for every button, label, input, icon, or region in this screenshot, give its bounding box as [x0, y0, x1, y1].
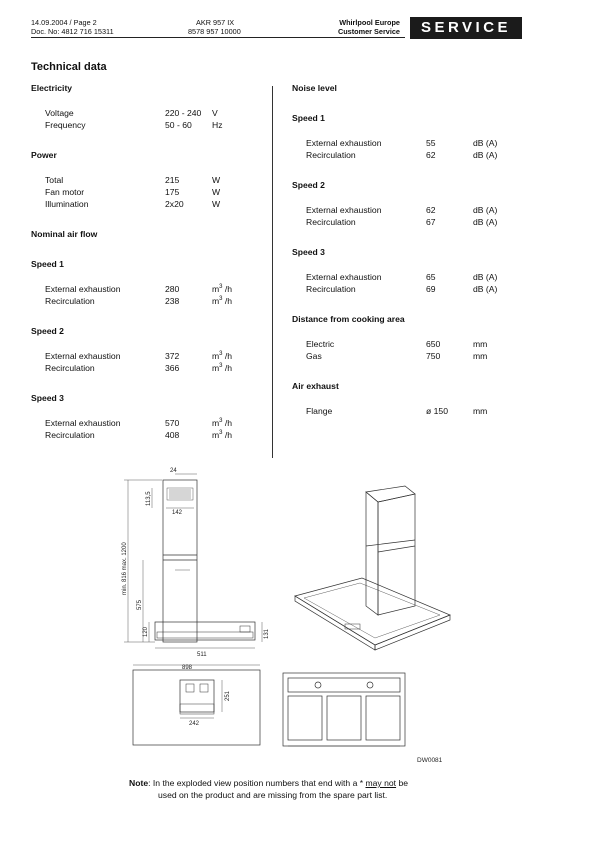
spec-label: External exhaustion: [306, 205, 382, 215]
spec-value: 650: [426, 339, 441, 349]
spec-label: Recirculation: [45, 296, 95, 306]
dim-label: 251: [225, 690, 231, 701]
speed-heading: Speed 3: [31, 393, 64, 403]
spec-value: 408: [165, 430, 180, 440]
spec-value: 372: [165, 351, 180, 361]
spec-label: External exhaustion: [45, 284, 121, 294]
spec-label: Fan motor: [45, 187, 85, 197]
header-date-page: 14.09.2004 / Page 2: [31, 18, 97, 27]
power-heading: Power: [31, 150, 57, 160]
speed-heading: Speed 1: [31, 259, 64, 269]
spec-value: 65: [426, 272, 436, 282]
noise-level-heading: Noise level: [292, 83, 337, 93]
nominal-air-flow-heading: Nominal air flow: [31, 229, 98, 239]
top-view-drawing: [133, 665, 260, 745]
spec-unit: dB (A): [473, 150, 498, 160]
spec-value: 50 - 60: [165, 120, 192, 130]
spec-label: Electric: [306, 339, 335, 349]
spec-unit: W: [212, 199, 221, 209]
distance-heading: Distance from cooking area: [292, 314, 405, 324]
spec-unit: $m^3$ /h: [212, 284, 233, 294]
spec-label: Recirculation: [45, 363, 95, 373]
perspective-view-drawing: [295, 486, 450, 650]
header-rule: [31, 37, 405, 38]
spec-unit: $m^3$ /h: [212, 418, 233, 428]
spec-label: External exhaustion: [306, 272, 382, 282]
spec-value: 220 - 240: [165, 108, 202, 118]
spec-unit: mm: [473, 339, 488, 349]
speed-heading: Speed 2: [292, 180, 325, 190]
dim-label: 242: [189, 721, 200, 727]
spec-unit: W: [212, 187, 221, 197]
side-view-drawing: [124, 474, 262, 648]
spec-value: 67: [426, 217, 436, 227]
spec-value: 62: [426, 150, 436, 160]
spec-unit: V: [212, 108, 218, 118]
service-badge: SERVICE: [410, 17, 522, 39]
dim-label: min. 816 max. 1200: [122, 542, 128, 595]
speed-heading: Speed 2: [31, 326, 64, 336]
electricity-heading: Electricity: [31, 83, 73, 93]
spec-unit: dB (A): [473, 272, 498, 282]
header-doc-no: Doc. No: 4812 716 15311: [31, 27, 114, 36]
header-code: 8578 957 10000: [188, 27, 241, 36]
spec-label: Recirculation: [306, 150, 356, 160]
dim-label: 120: [143, 626, 149, 637]
spec-label: Frequency: [45, 120, 86, 130]
header-model: AKR 957 IX: [196, 18, 235, 27]
technical-drawing: [0, 460, 595, 780]
spec-value: 750: [426, 351, 441, 361]
spec-unit: $m^3$ /h: [212, 351, 233, 361]
spec-value: 55: [426, 138, 436, 148]
spec-label: Recirculation: [306, 284, 356, 294]
dim-label: 142: [172, 510, 183, 516]
spec-value: ø 150: [426, 406, 448, 416]
dim-label: 131: [264, 628, 270, 639]
dim-label: 24: [170, 468, 177, 474]
spec-label: Illumination: [45, 199, 89, 209]
spec-label: Flange: [306, 406, 333, 416]
spec-value: 570: [165, 418, 180, 428]
spec-unit: dB (A): [473, 284, 498, 294]
spec-label: Total: [45, 175, 64, 185]
spec-unit: $m^3$ /h: [212, 296, 233, 306]
header-dept: Customer Service: [337, 27, 400, 36]
spec-label: External exhaustion: [306, 138, 382, 148]
spec-label: Recirculation: [306, 217, 356, 227]
speed-heading: Speed 1: [292, 113, 325, 123]
note-line-1: Note: In the exploded view position numbers that end with a * may not be: [129, 778, 409, 788]
dim-label: 575: [137, 599, 143, 610]
spec-value: 280: [165, 284, 180, 294]
spec-unit: dB (A): [473, 217, 498, 227]
spec-label: External exhaustion: [45, 351, 121, 361]
spec-value: 62: [426, 205, 436, 215]
column-divider: [272, 86, 273, 458]
spec-unit: $m^3$ /h: [212, 430, 233, 440]
spec-unit: dB (A): [473, 138, 498, 148]
spec-unit: mm: [473, 406, 488, 416]
spec-label: Voltage: [45, 108, 74, 118]
dim-label: 511: [197, 652, 207, 658]
page-title: Technical data: [31, 61, 107, 73]
spec-unit: dB (A): [473, 205, 498, 215]
spec-value: 366: [165, 363, 180, 373]
note-line-2: used on the product and are missing from the spare part list.: [158, 790, 388, 800]
spec-value: 175: [165, 187, 180, 197]
spec-value: 69: [426, 284, 436, 294]
spec-value: 238: [165, 296, 180, 306]
speed-heading: Speed 3: [292, 247, 325, 257]
spec-unit: Hz: [212, 120, 223, 130]
spec-unit: $m^3$ /h: [212, 363, 233, 373]
spec-unit: mm: [473, 351, 488, 361]
dim-label: 113,5: [146, 491, 152, 506]
spec-label: Gas: [306, 351, 322, 361]
front-view-drawing: [283, 673, 405, 746]
air-exhaust-heading: Air exhaust: [292, 381, 339, 391]
spec-value: 2x20: [165, 199, 184, 209]
dim-label: 898: [182, 665, 193, 671]
spec-unit: W: [212, 175, 221, 185]
spec-value: 215: [165, 175, 180, 185]
spec-label: External exhaustion: [45, 418, 121, 428]
spec-label: Recirculation: [45, 430, 95, 440]
header-brand: Whirlpool Europe: [339, 18, 400, 27]
drawing-code: DW0081: [417, 757, 443, 764]
